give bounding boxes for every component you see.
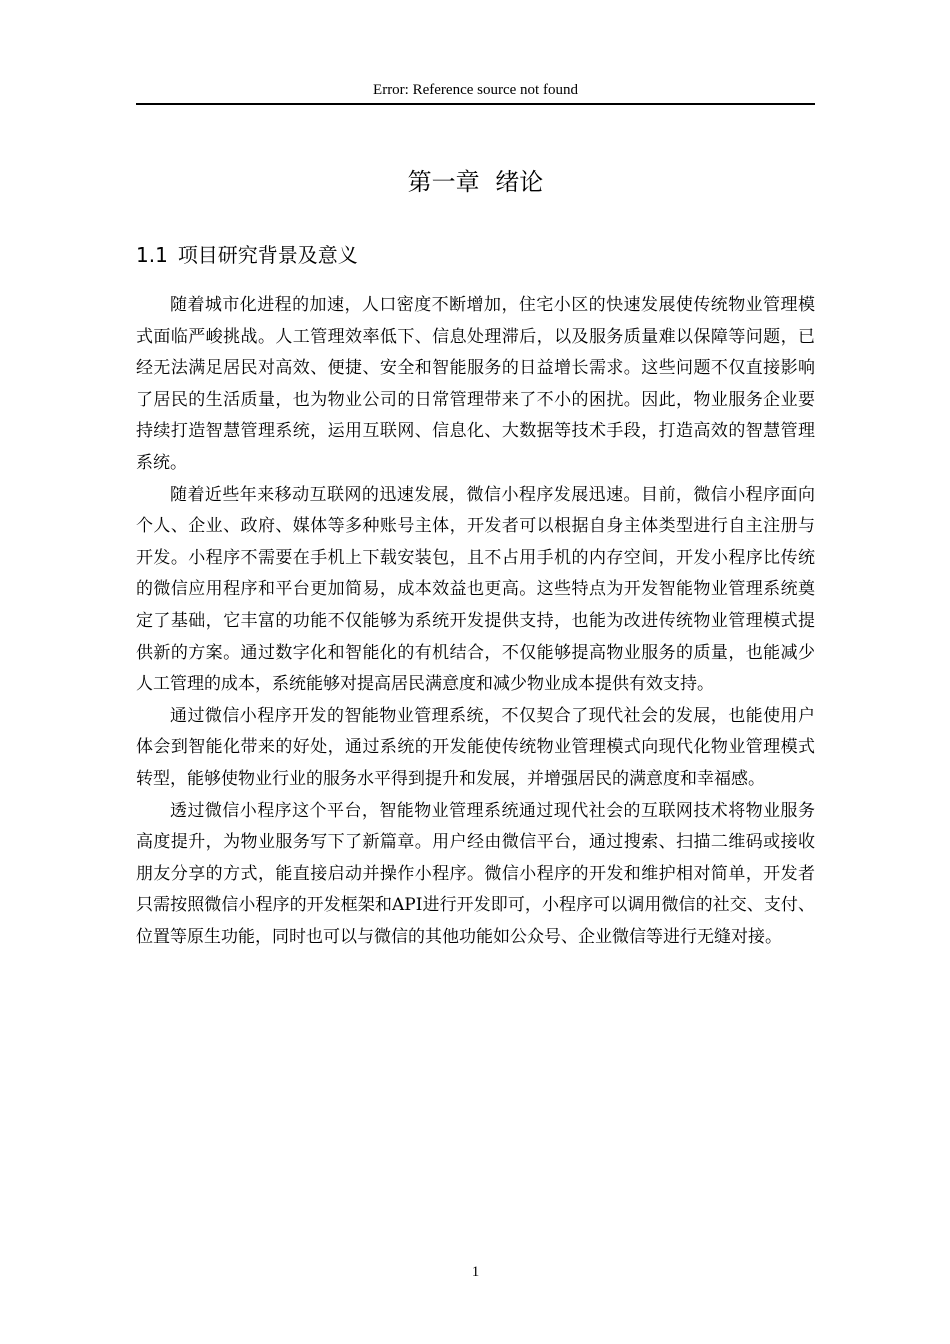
paragraph-platform: 透过微信小程序这个平台，智能物业管理系统通过现代社会的互联网技术将物业服务高度提升，为物业服务写下了新篇章。用户经由微信平台，通过搜索、扫描二维码或接收朋友分享的方式，能直接启动并操作小程序。微信小程序的开发和维护相对简单，开发者只需按照微信小程序的开发框架和API进行开发即可，小程序可以调用微信的社交、支付、位置等原生功能，同时也可以与微信的其他功能如公众号、企业微信等进行无缝对接。: [136, 800, 815, 947]
running-header: Error: Reference source not found: [373, 82, 578, 98]
body-text: [136, 290, 815, 953]
paragraph-significance: 通过微信小程序开发的智能物业管理系统，不仅契合了现代社会的发展，也能使用户体会到智能化带来的好处，通过系统的开发能使传统物业管理模式向现代化物业管理模式转型，能够使物业行业的服务水平得到提升和发展，并增强居民的满意度和幸福感。: [136, 705, 815, 789]
section-number: 1.1: [136, 243, 168, 267]
section-title-text: 项目研究背景及意义: [177, 243, 358, 267]
header-divider: [136, 103, 815, 105]
paragraph-mini-program: 随着近些年来移动互联网的迅速发展，微信小程序发展迅速。目前，微信小程序面向个人、企业、政府、媒体等多种账号主体，开发者可以根据自身主体类型进行自主注册与开发。小程序不需要在手机上下载安装包，且不占用手机的内存空间，开发小程序比传统的微信应用程序和平台更加简易，成本效益也更高。这些特点为开发智能物业管理系统奠定了基础，它丰富的功能不仅能够为系统开发提供支持，也能为改进传统物业管理模式提供新的方案。通过数字化和智能化的有机结合，不仅能够提高物业服务的质量，也能减少人工管理的成本，系统能够对提高居民满意度和减少物业成本提供有效支持。: [136, 484, 815, 695]
paragraph-background: 随着城市化进程的加速，人口密度不断增加，住宅小区的快速发展使传统物业管理模式面临严峻挑战。人工管理效率低下、信息处理滞后，以及服务质量难以保障等问题，已经无法满足居民对高效、便捷、安全和智能服务的日益增长需求。这些问题不仅直接影响了居民的生活质量，也为物业公司的日常管理带来了不小的困扰。因此，物业服务企业要持续打造智慧管理系统，运用互联网、信息化、大数据等技术手段，打造高效的智慧管理系统。: [136, 295, 815, 473]
page-number: 1: [471, 1264, 480, 1280]
section-heading: [136, 240, 815, 270]
chapter-title: 第一章 绪论: [407, 168, 544, 196]
